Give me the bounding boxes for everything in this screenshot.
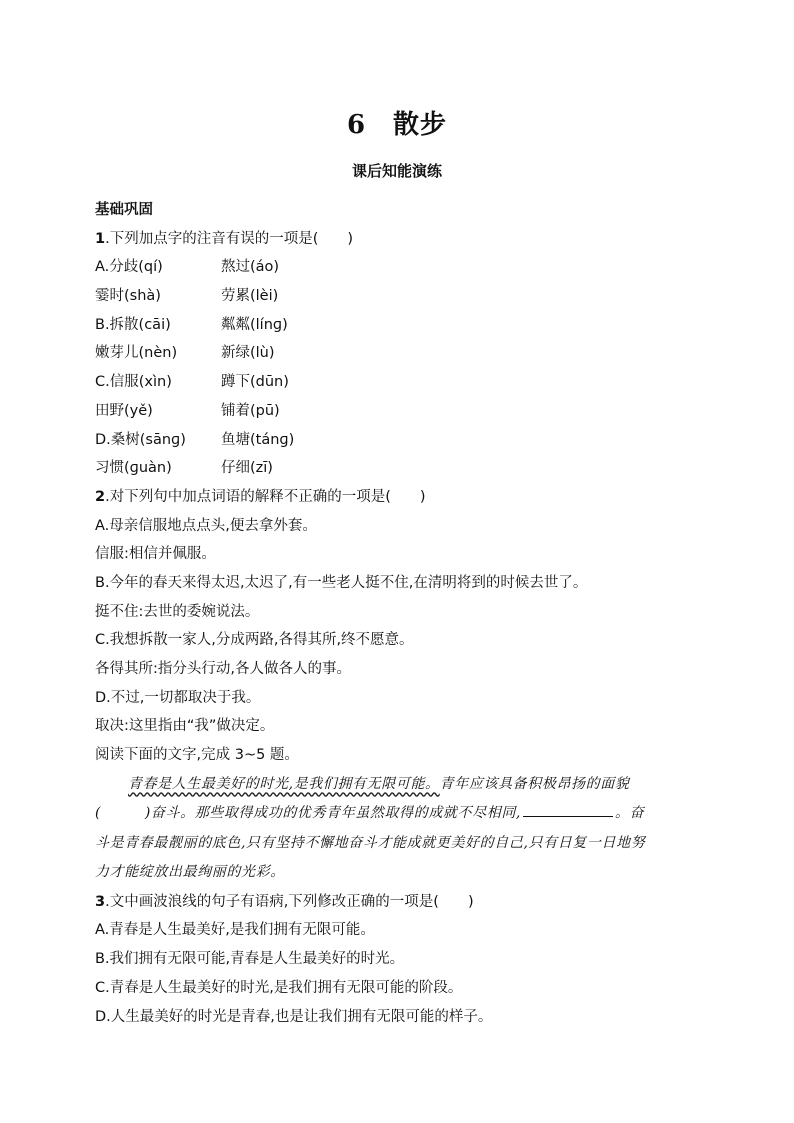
question-1-text: .下列加点字的注音有误的一项是( ) — [105, 230, 354, 247]
q2-line: D.不过,一切都取决于我。 — [95, 689, 261, 706]
q2-line: 取决:这里指由“我”做决定。 — [95, 718, 275, 735]
document-body — [95, 196, 705, 1031]
question-3-stem — [95, 888, 705, 917]
q1-option-row — [95, 454, 705, 483]
q1-option-cell: 鱼塘(tánɡ) — [221, 431, 295, 448]
page-subtitle: 课后知能演练 — [351, 162, 442, 180]
q2-line: C.我想拆散一家人,分成两路,各得其所,终不愿意。 — [95, 632, 414, 649]
q1-option-row — [95, 282, 705, 311]
passage-text: ( )奋斗。那些取得成功的优秀青年虽然取得的成就不尽相同, — [95, 805, 521, 822]
q1-option-cell: A.分歧(qí) — [95, 259, 163, 276]
question-3-text: .文中画波浪线的句子有语病,下列修改正确的一项是( ) — [105, 893, 474, 910]
passage-text: 青年应该具备积极昂扬的面貌 — [439, 775, 630, 792]
reading-instruction: 阅读下面的文字,完成 3~5 题。 — [95, 747, 299, 764]
passage-text: 。奋 — [614, 805, 645, 822]
q2-line: 信服:相信并佩服。 — [95, 546, 216, 563]
question-2-text: .对下列句中加点词语的解释不正确的一项是( ) — [105, 488, 426, 505]
q1-option-row — [95, 368, 705, 397]
q2-line: 各得其所:指分头行动,各人做各人的事。 — [95, 661, 351, 677]
page-title: 6 散步 — [346, 110, 448, 140]
passage-line: 力才能绽放出最绚丽的光彩。 — [95, 864, 285, 881]
q3-option: A.青春是人生最美好,是我们拥有无限可能。 — [95, 922, 375, 939]
question-1-number: 1 — [95, 230, 106, 247]
q1-option-cell: 蹲下(dūn) — [221, 374, 289, 391]
q1-option-cell: 田野(yě) — [95, 402, 153, 419]
q1-option-cell: C.信服(xìn) — [95, 374, 172, 391]
passage-line — [95, 770, 705, 800]
q3-option: C.青春是人生最美好的时光,是我们拥有无限可能的阶段。 — [95, 979, 463, 996]
q1-option-row — [95, 426, 705, 455]
wavy-underlined-sentence: 青春是人生最美好的时光,是我们拥有无限可能。 — [128, 775, 440, 792]
question-3-number: 3 — [95, 893, 106, 910]
q1-option-cell: 习惯(ɡuàn) — [95, 460, 172, 477]
q1-option-cell: D.桑树(sānɡ) — [95, 431, 186, 448]
q1-option-cell: B.拆散(cāi) — [95, 316, 171, 333]
q2-line: 挺不住:去世的委婉说法。 — [95, 603, 260, 620]
q2-line: A.母亲信服地点点头,便去拿外套。 — [95, 517, 317, 534]
q1-option-cell: 仔细(zī) — [221, 460, 273, 477]
fill-in-blank — [523, 802, 613, 817]
q1-option-cell: 劳累(lèi) — [221, 288, 279, 305]
q1-option-cell: 铺着(pū) — [221, 402, 280, 419]
reading-passage — [95, 770, 705, 888]
q3-option: B.我们拥有无限可能,青春是人生最美好的时光。 — [95, 951, 405, 968]
passage-line: 斗是青春最靓丽的底色,只有坚持不懈地奋斗才能成就更美好的自己,只有日复一日地努 — [95, 834, 646, 851]
q1-option-row — [95, 253, 705, 282]
q1-option-cell: 熬过(áo) — [221, 259, 280, 276]
q2-line: B.今年的春天来得太迟,太迟了,有一些老人挺不住,在清明将到的时候去世了。 — [95, 574, 588, 591]
passage-line — [95, 799, 705, 829]
question-1-stem — [95, 225, 705, 254]
q1-option-row — [95, 339, 705, 368]
question-2-number: 2 — [95, 488, 106, 505]
q1-option-row — [95, 311, 705, 340]
q1-option-cell: 霎时(shà) — [95, 288, 161, 305]
q3-option: D.人生最美好的时光是青春,也是让我们拥有无限可能的样子。 — [95, 1008, 493, 1025]
q1-option-cell: 嫩芽儿(nèn) — [95, 345, 178, 362]
q1-option-cell: 粼粼(línɡ) — [221, 316, 288, 333]
q1-option-row — [95, 397, 705, 426]
section-heading: 基础巩固 — [95, 202, 153, 218]
q1-option-cell: 新绿(lù) — [221, 345, 275, 362]
question-2-stem — [95, 483, 705, 512]
